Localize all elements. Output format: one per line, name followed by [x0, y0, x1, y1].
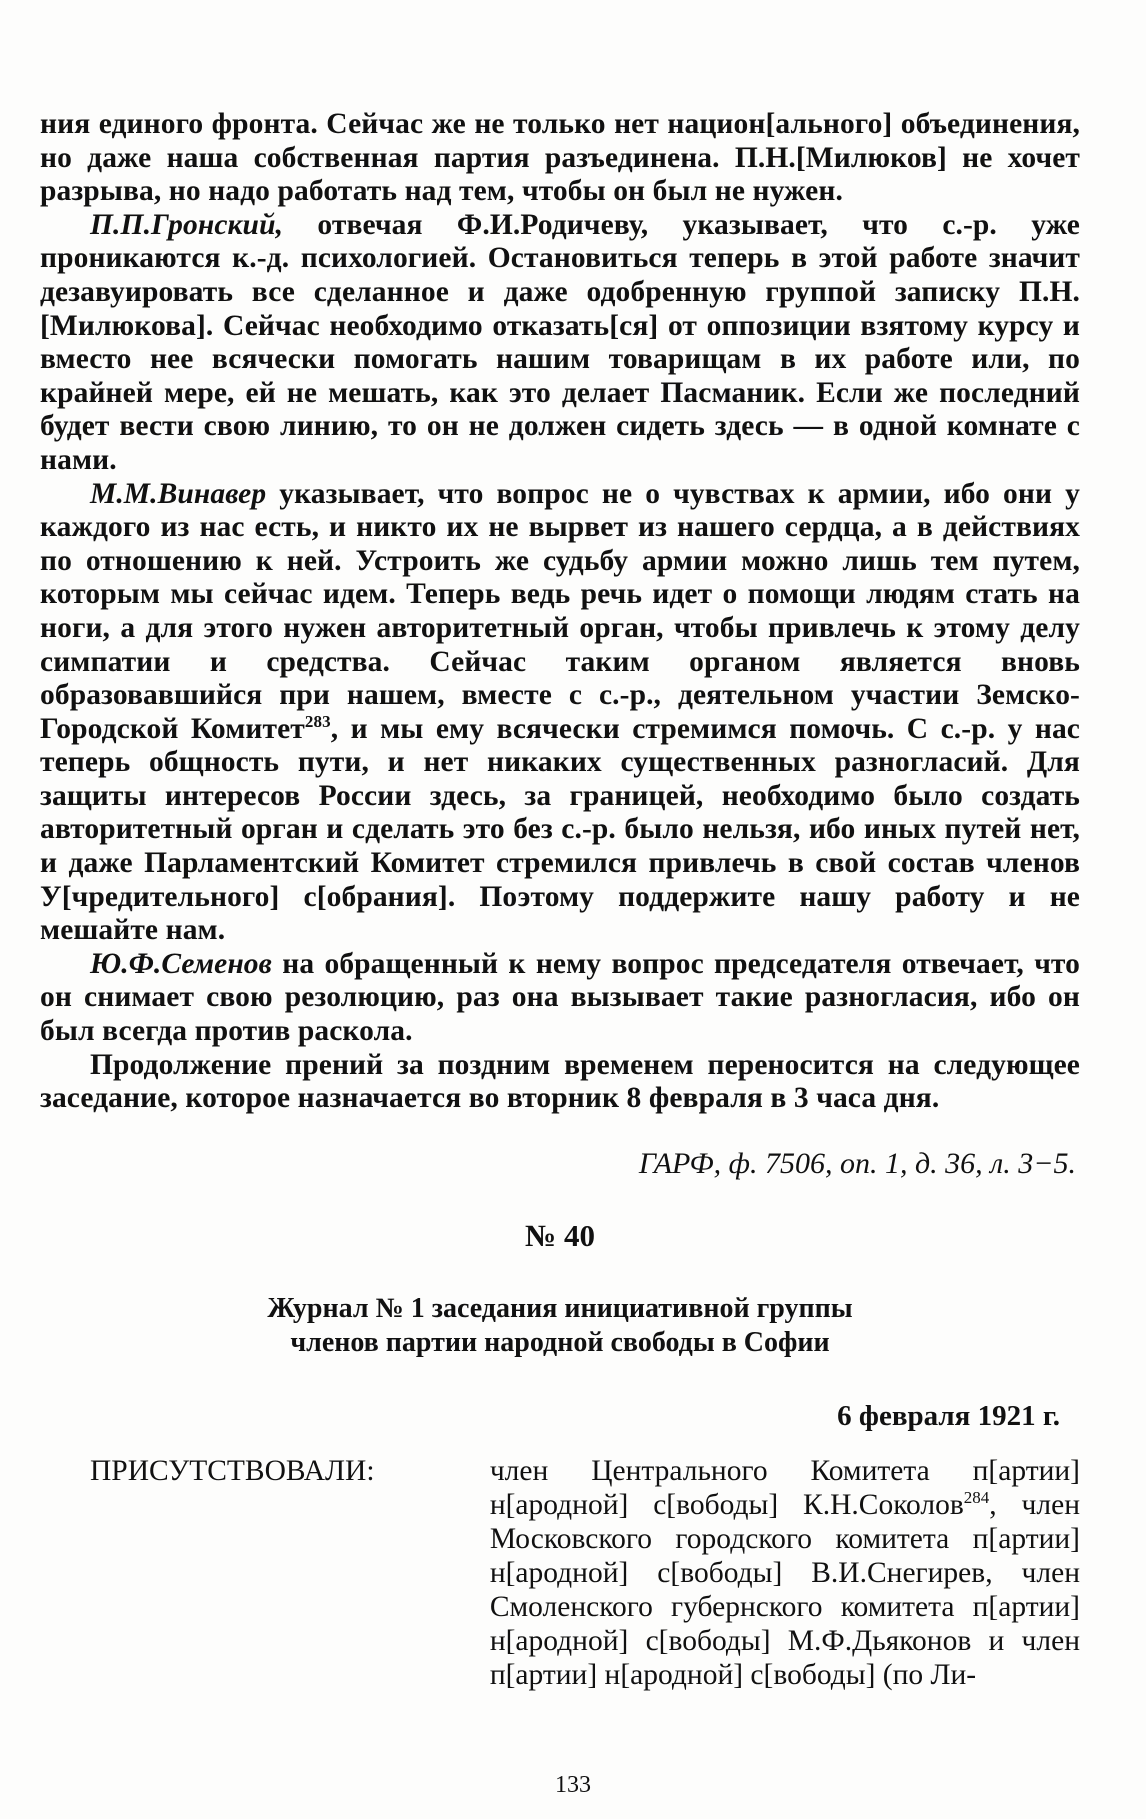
attendance-label: ПРИСУТСТВОВАЛИ: — [90, 1454, 375, 1487]
document-number: № 40 — [525, 1217, 595, 1253]
attendance-text: , член Московского городского комитета п[артии] н[ародной] с[вободы] В.И.Снегирев, член Смоленского губернского комитета п[артии] н[ародной] с[вободы] М.Ф.Дьяконов и член п[артии] н[ародной] с[вободы] (по Ли- — [489, 1488, 1080, 1691]
document-title-line: членов партии народной свободы в Софии — [290, 1326, 830, 1358]
paragraph-text: Продолжение прений за поздним временем переносится на следующее заседание, которое назначается во вторник 8 февраля в 3 часа дня. — [40, 1048, 1080, 1115]
paragraph-text: указывает, что вопрос не о чувствах к армии, ибо они у каждого из нас есть, и никто их не вырвет из нашего сердца, а в действиях по отношению к ней. Устроить же судьбу армии можно лишь тем путем, которым мы сейчас идем. Теперь ведь речь идет о помощи людям стать на ноги, а для этого нужен авторитетный орган, чтобы привлечь к этому делу симпатии и средства. Сейчас таким органом является вновь образовавшийся при нашем, вместе с с.-р., деятельном участии Земско-Городской Комитет — [40, 477, 1080, 745]
document-date: 6 февраля 1921 г. — [837, 1399, 1060, 1432]
paragraph-continuation — [40, 108, 1080, 209]
speaker-name: М.М.Винавер — [90, 477, 267, 510]
paragraph-semenov — [40, 948, 1080, 1049]
attendance-list — [490, 1454, 1080, 1692]
speaker-name: П.П.Гронский, — [90, 208, 284, 241]
archive-reference: ГАРФ, ф. 7506, оп. 1, д. 36, л. 3−5. — [638, 1146, 1076, 1180]
paragraph-text: , и мы ему всячески стремимся помочь. С с.-р. у нас теперь общность пути, и нет никаких существенных разногласий. Для защиты интересов России здесь, за границей, необходимо было создать авторитетный орган и сделать это без с.-р. было нельзя, ибо иных путей нет, и даже Парламентский Комитет стремился привлечь в свой состав членов У[чредительного] с[обрания]. Поэтому поддержите нашу работу и не мешайте нам. — [40, 712, 1080, 947]
paragraph-text: на обращенный к нему вопрос председателя отвечает, что он снимает свою резолюцию, раз она вызывает такие разногласия, ибо он был всегда против раскола. — [40, 947, 1080, 1048]
page-body — [40, 108, 1080, 1692]
page-number: 133 — [555, 1772, 591, 1798]
footnote-ref: 283 — [304, 711, 331, 731]
speaker-name: Ю.Ф.Семенов — [90, 947, 272, 980]
attendance-text: член Центрального Комитета п[артии] н[ародной] с[вободы] К.Н.Соколов — [489, 1454, 1080, 1521]
paragraph-text: отвечая Ф.И.Родичеву, указывает, что с.-р. уже проникаются к.-д. психологией. Остановиться теперь в этой работе значит дезавуировать все сделанное и даже одобренную группой записку П.Н.[Милюкова]. Сейчас необходимо отказать[ся] от оппозиции взятому курсу и вместо нее всячески помогать нашим товарищам в их работе или, по крайней мере, ей не мешать, как это делает Пасманик. Если же последний будет вести свою линию, то он не должен сидеть здесь — в одной комнате с нами. — [40, 208, 1080, 476]
paragraph-vinaver — [40, 478, 1080, 948]
paragraph-closing — [40, 1049, 1080, 1116]
footnote-ref: 284 — [963, 1487, 990, 1507]
paragraph-text: ния единого фронта. Сейчас же не только нет национ[ального] объединения, но даже наша собственная партия разъединена. П.Н.[Милюков] не хочет разрыва, но надо работать над тем, чтобы он был не нужен. — [40, 108, 1080, 208]
document-title — [40, 1292, 1080, 1360]
paragraph-gronsky — [40, 209, 1080, 478]
document-title-line: Журнал № 1 заседания инициативной группы — [267, 1292, 853, 1324]
attendance-block — [40, 1454, 1080, 1692]
